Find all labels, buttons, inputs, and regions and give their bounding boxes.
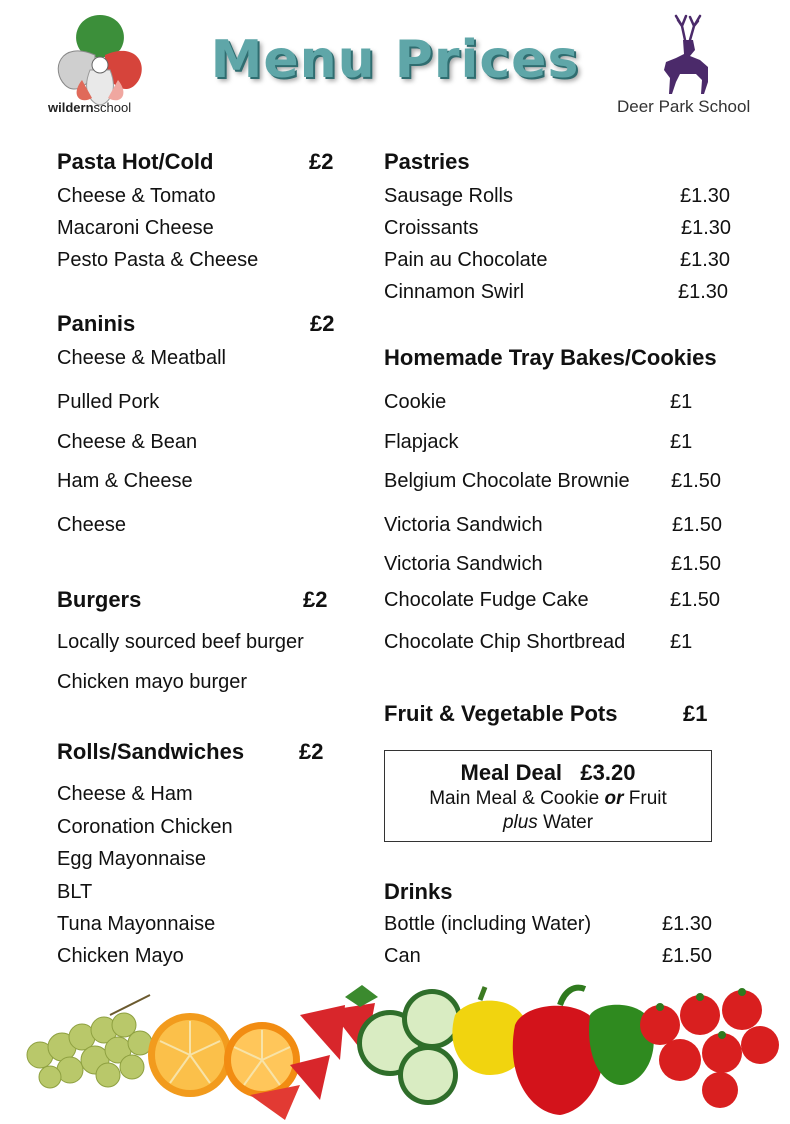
list-item: Ham & Cheese [57,470,193,492]
item-price: £1 [670,631,693,653]
list-item: Egg Mayonnaise [57,848,206,870]
list-item: BLT [57,881,93,903]
item-price: £1 [670,431,693,453]
list-item: Cookie [384,391,447,413]
meal-deal-line-2: plus Water [502,812,594,833]
list-item: Cheese & Ham [57,783,193,805]
item-price: £1.50 [671,553,722,575]
paninis-price: £2 [310,311,335,336]
list-item: Coronation Chicken [57,816,233,838]
list-item: Tuna Mayonnaise [57,913,216,935]
list-item: Pesto Pasta & Cheese [57,249,259,271]
list-item: Cheese & Bean [57,431,198,453]
item-price: £1.50 [670,589,721,611]
list-item: Croissants [384,217,479,239]
item-price: £1 [670,391,693,413]
list-item: Can [384,945,421,967]
rolls-heading: Rolls/Sandwiches [57,739,245,764]
item-price: £1.30 [681,217,732,239]
paninis-heading: Paninis [57,311,136,336]
fruit-pots-price: £1 [683,701,708,726]
orange-icon [148,1013,300,1098]
list-item: Victoria Sandwich [384,553,543,575]
item-price: £1.30 [680,185,731,207]
page-title: Menu Prices [210,30,580,90]
burgers-heading: Burgers [57,587,142,612]
tomato-icon [640,988,779,1108]
grapes-icon [27,995,152,1088]
meal-deal-box [384,750,712,842]
list-item: Chocolate Chip Shortbread [384,631,626,653]
pastries-heading: Pastries [384,149,470,174]
pasta-heading: Pasta Hot/Cold [57,149,214,174]
list-item: Cheese & Tomato [57,185,216,207]
deer-park-logo [650,12,720,97]
burgers-price: £2 [303,587,328,612]
pasta-price: £2 [309,149,334,174]
list-item: Cinnamon Swirl [384,281,525,303]
list-item: Cheese [57,514,126,536]
list-item: Pain au Chocolate [384,249,548,271]
fruit-vegetable-illustration [0,975,790,1124]
item-price: £1.50 [662,945,713,967]
traybakes-heading: Homemade Tray Bakes/Cookies [384,345,717,370]
meal-deal-line-1: Main Meal & Cookie or Fruit [429,788,667,809]
list-item: Victoria Sandwich [384,514,543,536]
fruit-pots-heading: Fruit & Vegetable Pots [384,701,618,726]
list-item: Flapjack [384,431,459,453]
item-price: £1.50 [672,514,723,536]
list-item: Macaroni Cheese [57,217,214,239]
list-item: Sausage Rolls [384,185,513,207]
red-pepper-icon [513,988,604,1115]
deer-park-logo-text: Deer Park School [617,97,751,116]
meal-deal-title: Meal Deal £3.20 [460,760,636,785]
list-item: Locally sourced beef burger [57,631,304,653]
list-item: Cheese & Meatball [57,347,226,369]
list-item: Bottle (including Water) [384,913,592,935]
list-item: Pulled Pork [57,391,160,413]
item-price: £1.50 [671,470,722,492]
item-price: £1.30 [680,249,731,271]
item-price: £1.30 [678,281,729,303]
list-item: Chicken Mayo [57,945,184,967]
item-price: £1.30 [662,913,713,935]
wildern-school-logo-text: wildernschool [48,100,132,115]
drinks-heading: Drinks [384,879,453,904]
list-item: Chicken mayo burger [57,671,248,693]
list-item: Belgium Chocolate Brownie [384,470,630,492]
list-item: Chocolate Fudge Cake [384,589,589,611]
rolls-price: £2 [299,739,324,764]
